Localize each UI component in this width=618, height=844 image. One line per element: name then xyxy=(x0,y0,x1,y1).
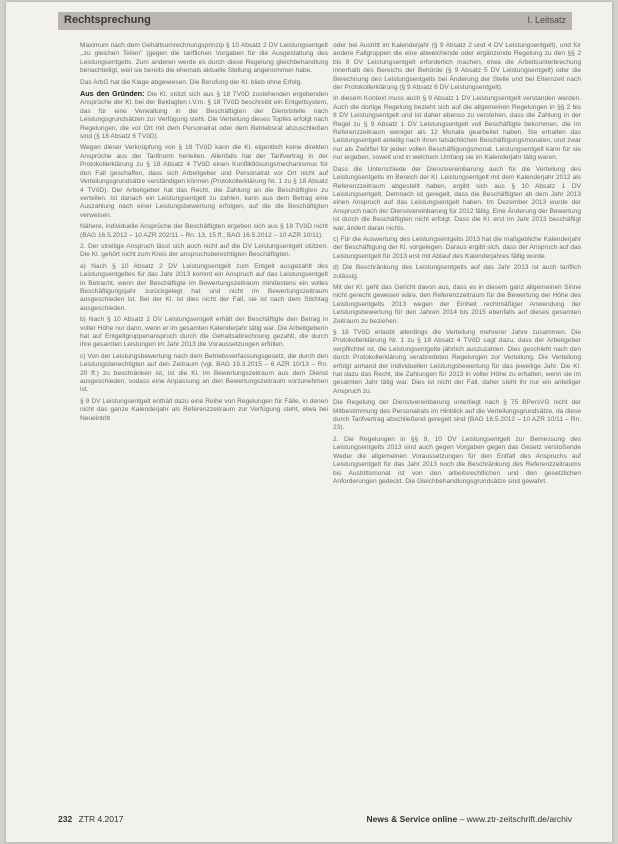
page-number: 232 xyxy=(58,814,73,824)
paragraph: § 9 DV Leistungsentgelt enthält dazu eine Reihe von Regelungen für Fälle, in denen nicht das ganze Kalenderjahr als Referenzzeitraum zur Verfügung steht, etwa bei Neueintritt xyxy=(80,397,328,422)
paragraph: Wegen dieser Verknüpfung von § 18 TVöD kann die Kl. eigentlich keine direkten Ansprüche aus der Tarifnorm herleiten. Allenfalls hat der Tarifvertrag in der Protokollerklärung zu § 18 Absatz 4 TVöD einen Konfliktlösungsmechanismus für den Fall geschaffen, dass sich Arbeitgeber und Personalrat vor Ort nicht auf Verteilungsgrundsätze verständigen können (Protokollerklärung Nr. 1 zu § 18 Absatz 4 TVöD). Der Arbeitgeber hat das Recht, die Zahlung an die Beschäftigten zu verteilen. Ist danach ein Leistungsentgelt zu zahlen, kann aus dem Betrag eine Auszahlung nach einer Leistungsbewertung erfolgen, auf die die Beschäftigten verweisen. xyxy=(80,144,328,219)
journal-issue: ZTR 4.2017 xyxy=(78,814,124,824)
grounds-heading: Aus den Gründen: xyxy=(80,89,145,99)
document-page xyxy=(6,2,612,842)
paragraph: Maximum nach dem Gehaltsumrechnungsprinzip § 10 Absatz 2 DV Leistungsentgelt ,,zu gleichen Teilen" (gegen die tariflichen Vorgaben für die Ausgestaltung des Leistungsentgelts. Zum anderen werde es durch diese Regelung gleichbehandlung benachteiligt, weil sie bereits die ehemals aktuelle Stellung angenommen habe. xyxy=(80,42,328,75)
paragraph xyxy=(80,90,328,141)
footer-news-label: News & Service online xyxy=(366,814,458,824)
right-column xyxy=(333,42,581,489)
running-header xyxy=(58,12,572,30)
paragraph: 2. Der streitige Anspruch lässt sich auch nicht auf die DV Leistungsentgelt stützen. Die Kl. gehört nicht zum Kreis der anspruchsberechtigten Beschäftigten. xyxy=(80,242,328,259)
paragraph: b) Nach § 10 Absatz 2 DV Leistungsentgelt erhält der Beschäftigte den Betrag in voller Höhe nur dann, wenn er im gesamten Kalenderjahr tätig war. Die Arbeitgeberin hat auf Entgeltgruppenanspruch durch die Gehaltsabrechnung gezahlt, die durch ihre gesamten Leistungen im Jahr 2013 die Voraussetzungen erfüllen. xyxy=(80,316,328,349)
paragraph: a) Nach § 10 Absatz 2 DV Leistungsentgelt zum Entgelt ausgezahlt des Leistungsentgeltes für das Jahr 2013 kommt ein Anspruch auf das Leistungsentgelt in Betracht, wenn der Beschäftigte im Bewertungszeitraum mindestens ein volles Beschäftigungsjahr zurückgelegt hat und nicht im Bewertungszeitraum ausgeschieden ist. Bei der Kl. ist dies nicht der Fall, sie ist nach dem Stichtag ausgeschieden. xyxy=(80,262,328,312)
footer-archive-url: – www.ztr-zeitschrift.de/archiv xyxy=(459,814,572,824)
paragraph: Die Regelung der Dienstvereinbarung unterliegt nach § 75 BPersVG nicht der Mitbestimmung des Personalrats im Hinblick auf die Verteilungsgrundsätze, da diese durch Tarifvertrag abschließend geregelt sind (BAG 16.5.2012 – 10 AZR 10/11 – Rn. 23). xyxy=(333,399,581,432)
section-title: Rechtsprechung xyxy=(64,14,151,26)
paragraph: oder bei Austritt im Kalenderjahr (§ 9 Absatz 2 und 4 DV Leistungsentgelt), und für andere Fallgruppen die eine abweichende oder ergänzende Regelung zu den §§ 2 bis 8 DV Leistungsentgelt erforderlich machen, etwa die Arbeitsunterbrechung innerhalb des Bereichs der Behörde (§ 9 Absatz 5 DV Leistungsentgelt) oder die Berechnung des Leistungsentgelts bei Änderung der Stelle und bei Elternzeit nach der Protokollerklärung (§ 9 Absatz 6 DV Leistungsentgelt). xyxy=(333,42,581,92)
paragraph: In diesem Kontext muss auch § 9 Absatz 1 DV Leistungsentgelt verstanden werden. Auch die dortige Regelung bezieht sich auf die allgemeinen Regelungen in §§ 2 bis 8 DV Leistungsentgelt und ist daher ebenso zu verstehen, dass die Zahlung in der Regel zu § 9 Absatz 1 DV Leistungsentgelt voll Beschäftigte bekommen, die im Referenzzeitraum weniger als 12 Monate gearbeitet haben. Sie erhalten das Leistungsentgelt anteilig nach ihren tatsächlichen Beschäftigungsmonaten, und zwar nur als Zwölftel für jeden vollen Beschäftigungsmonat. Leistungsentgelt kann für sie nur ergeben, soweit und in welchem Umfang sie im Kalenderjahr tätig waren. xyxy=(333,95,581,162)
paragraph-text: Die Kl. stützt sich aus § 18 TVöD zustehenden ergebenden Ansprüche der Kl. bei der Beklagten i.V.m. § 18 TVöD beschreibt ein Entgeltsystem, das für eine Verwaltung in der Beschäftigten der Dienststelle nach Leistungsgrundsätzen zur Verfügung steht. Die Verteilung dieses Topfes erfolgt nach Regelungen, die vor Ort mit dem Personalrat oder dem Betriebsrat abzuschließen sind (§ 18 Absatz 6 TVöD). xyxy=(80,91,328,141)
paragraph: d) Die Beschränkung des Leistungsentgelts auf das Jahr 2013 ist auch tariflich zulässig. xyxy=(333,264,581,280)
paragraph: Das ArbG hat die Klage abgewiesen. Die Berufung der Kl. blieb ohne Erfolg. xyxy=(80,78,303,86)
paragraph: § 18 TVöD erlaubt allerdings die Verteilung mehrerer Jahre zusammen. Die Protokollerklärung Nr. 1 zu § 18 Absatz 4 TVöD sagt dazu, dass der Arbeitgeber verpflichtet ist, die Leistungsentgelte jährlich auszuzahlen. Dies geschieht nach den durch Protokollerklärung verabredeten Regelungen zur Verteilung. Die Verteilung erfolgt anhand der individuellen Leistungsbewertung für das jeweilige Jahr. Die Kl. hat dazu das Recht, die Zahlungen für 2013 in voller Höhe zu erhalten, wenn sie im gesamten Jahr tätig war. Dies ist nicht der Fall, daher steht ihr nur ein anteiliger Anspruch zu. xyxy=(333,329,581,395)
header-right-label: I. Leitsatz xyxy=(527,15,566,25)
paragraph: Mit der Kl. geht das Gericht davon aus, dass es in diesem ganz allgemeinen Sinne nicht gerecht gewesen wäre, den Referenzzeitraum für die Bewertung der Höhe des Leistungsentgelts 2013 wegen der Einheit rechtmäßiger Anwendung der Leistungsbewertung für den Jahren 2014 bis 2015 ebenfalls auf dieses gesamten Zeitraum zu beziehen. xyxy=(333,283,581,325)
paragraph: Dass die Unterschiede der Dienstvereinbarung auch für die Verteilung des Leistungsentgelts im Bereich der Kl. Leistungsentgelt mit dem Kalenderjahr 2012 als Referenzzeitraum abgestellt haben, ergibt sich aus § 10 Absatz 1 DV Leistungsentgelt. Demnach ist geregelt, dass die Beschäftigten ab dem Jahr 2013 einen Anspruch auf das Leistungsentgelt haben. Im Dezember 2013 wurde der Anspruch nach der Dienstvereinbarung für 2012 fällig. Eine Änderung der Bewertung ist durch die Beschäftigten nicht erfolgt. Dass die Kl. erst im Jahr 2013 beschäftigt war, ändert daran nichts. xyxy=(333,165,581,232)
footer-right xyxy=(367,814,573,824)
paragraph: 2. Die Regelungen in §§ 9, 10 DV Leistungsentgelt zur Bemessung des Leistungsentgelts 2013 sind auch gegen Vorgaben gegen das Gesetz verstoßende Weder die allgemeinen Voraussetzungen für den Entfall des Anspruchs auf Leistungsentgelt für das Jahr 2013 noch die Beschränkung des Referenzzeitraums bis Austrittsmonat ist von den arbeitsrechtlichen und den gesetzlichen Anforderungen gedeckt. Die Gleichbehandlungsgrundsätze sind gewahrt. xyxy=(333,435,581,485)
page-footer xyxy=(58,814,572,828)
footer-left xyxy=(58,814,123,824)
paragraph: c) Für die Auswertung des Leistungsentgelts 2013 hat die maßgebliche Kalenderjahr der Beschäftigung der Kl. vorgelegen. Daraus ergibt sich, dass der Anspruch auf das Leistungsentgelt für 2013 erst mit Ablauf des Kalenderjahres fällig wurde. xyxy=(333,235,581,260)
left-column xyxy=(80,42,328,426)
paragraph: c) Von der Leistungsbewertung nach dem Betriebsverfassungsgesetz, die durch den Leistungsberechtigten auf den Zeitraum (vgl. BAG 19.3.2015 – 6 AZR 10/13 – Rn. 20 ff.) zu beschränken ist, ist die Kl. im Bewertungszeitraum aus dem Dienst ausgeschieden, sodass eine Anpassung an den Bewertungszeitraum vorzunehmen ist. xyxy=(80,352,328,394)
paragraph: Nähere, individuelle Ansprüche der Beschäftigten ergeben sich aus § 18 TVöD nicht (BAG 16.5.2012 – 10 AZR 202/11 – Rn. 13, 15 ff.; BAG 16.5.2012 – 10 AZR 10/11). xyxy=(80,223,328,239)
